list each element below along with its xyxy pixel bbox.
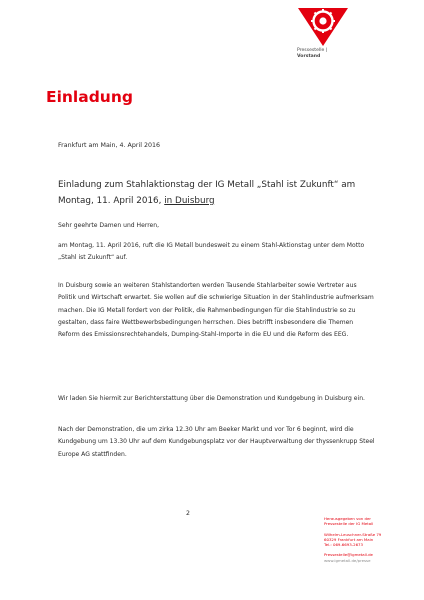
salutation: Sehr geehrte Damen und Herren, xyxy=(58,222,160,229)
logo-graphic xyxy=(294,4,352,48)
paragraph-1: am Montag, 11. April 2016, ruft die IG Metall bundesweit zu einem Stahl-Aktionstag unter dem Motto „Stahl ist Zukunft“ auf. xyxy=(58,242,365,262)
footer-line1: Herausgegeben von der xyxy=(324,516,371,521)
paragraph-4: Nach der Demonstration, die um zirka 12.30 Uhr am Beeker Markt und vor Tor 6 beginnt, wird die Kundgebung um 13.30 Uhr auf dem Kundgebungsplatz vor der Hauptverwaltung der thyssenkrupp Steel Europe AG stattfinden. xyxy=(58,426,375,458)
subject-place: in Duisburg xyxy=(164,195,215,206)
footer-line2: Pressestelle der IG Metall xyxy=(324,521,374,527)
page-title: Einladung xyxy=(46,88,133,106)
tagline-line1: Pressestelle | xyxy=(297,48,328,53)
ig-metall-logo-icon xyxy=(294,4,352,48)
footer-line5: Tel.: 069-6693-2673 xyxy=(324,542,364,548)
tagline-line2: Vorstand xyxy=(297,54,321,59)
footer-contact xyxy=(324,516,420,563)
footer-line3: Wilhelm-Leuschner-Straße 79 xyxy=(324,531,382,537)
footer-web[interactable]: www.igmetall.de/presse xyxy=(324,557,371,563)
tagline xyxy=(297,48,327,60)
subject-line xyxy=(58,178,358,209)
paragraph-3: Wir laden Sie hiermit zur Berichterstattung über die Demonstration und Kundgebung in Duisburg ein. xyxy=(58,395,365,402)
paragraph-2: In Duisburg sowie an weiteren Stahlstandorten werden Tausende Stahlarbeiter sowie Vertreter aus Politik und Wirtschaft erwartet. Sie wollen auf die schwierige Situation in der Stahlindustrie aufmerksam machen. Die IG Metall fordert von der Politik, die Rahmenbedingungen für die Stahlindustrie so zu gestalten, dass faire Wettbewerbsbedingungen herrschen. Dies betrifft insbesondere die Themen Reform des Emissionsrechtehandels, Dumping-Stahl-Importe in die EU und die Reform des EEG. xyxy=(58,282,374,339)
footer-line4: 60329 Frankfurt am Main xyxy=(324,536,374,542)
dateline: Frankfurt am Main, 4. April 2016 xyxy=(58,142,160,149)
footer-email[interactable]: Pressestelle@igmetall.de xyxy=(324,552,373,558)
subject-text: Einladung zum Stahlaktionstag der IG Metall „Stahl ist Zukunft“ am Montag, 11. April 2016, xyxy=(58,180,356,206)
page-number: 2 xyxy=(186,510,190,517)
